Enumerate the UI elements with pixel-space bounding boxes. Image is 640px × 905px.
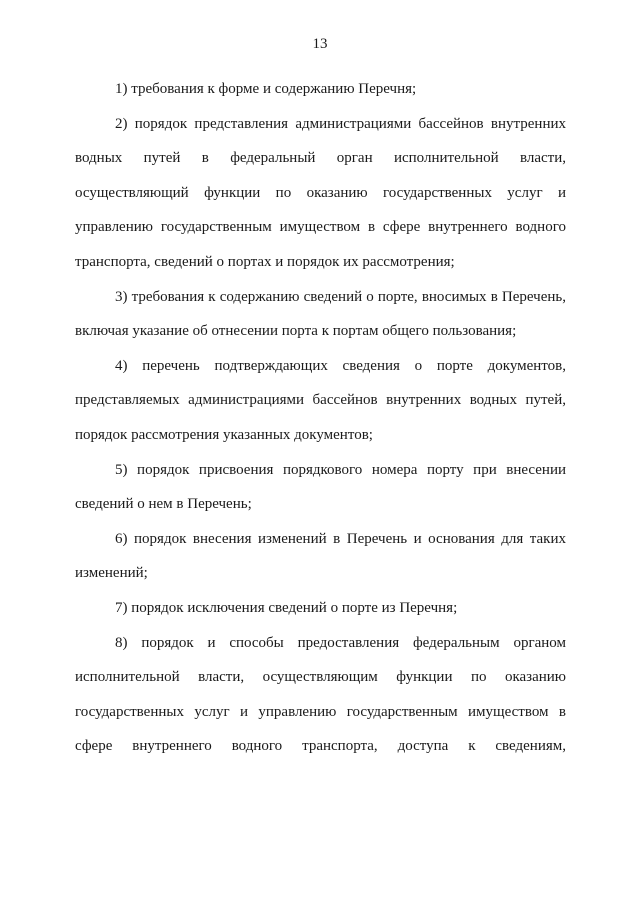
list-item-8: 8) порядок и способы предоставления федеральным органом исполнительной власти, осуществляющим функции по оказанию государственных услуг и управлению государственным имуществом в сфере внутреннего водного транспорта, доступа к сведениям, [75,634,566,755]
list-item-3: 3) требования к содержанию сведений о порте, вносимых в Перечень, включая указание об отнесении порта к портам общего пользования; [75,288,566,340]
list-item-6: 6) порядок внесения изменений в Перечень и основания для таких изменений; [75,530,566,582]
document-body [75,72,566,764]
list-item-5: 5) порядок присвоения порядкового номера порту при внесении сведений о нем в Перечень; [75,461,566,513]
list-item-7: 7) порядок исключения сведений о порте из Перечня; [115,599,458,616]
page-number: 13 [312,36,328,52]
list-item-4: 4) перечень подтверждающих сведения о порте документов, представляемых администрациями бассейнов внутренних водных путей, порядок рассмотрения указанных документов; [75,357,566,443]
list-item-1: 1) требования к форме и содержанию Перечня; [115,81,417,97]
list-item-2: 2) порядок представления администрациями бассейнов внутренних водных путей в федеральный орган исполнительной власти, осуществляющий функции по оказанию государственных услуг и управлению государственным имуществом в сфере внутреннего водного транспорта, сведений о портах и порядок их рассмотрения; [75,115,566,270]
